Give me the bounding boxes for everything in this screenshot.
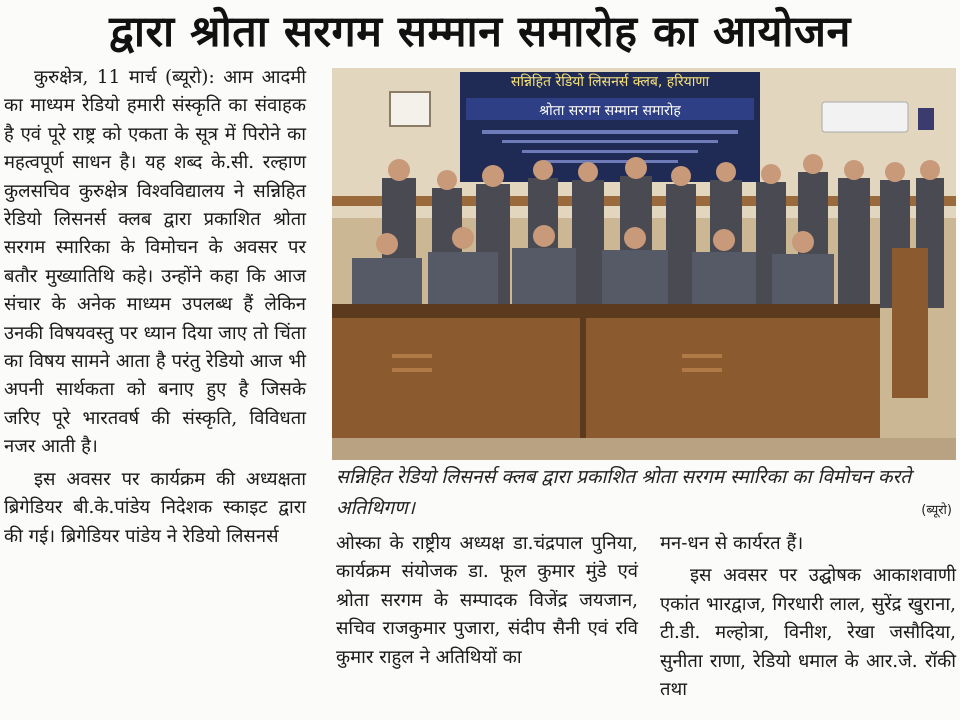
left-paragraph-2: इस अवसर पर कार्यक्रम की अध्यक्षता ब्रिगेडियर बी.के.पांडेय निदेशक स्काइट द्वारा की गई। ब्रिगेडियर पांडेय ने रेडियो लिसनर्स (4, 468, 306, 547)
left-paragraph-1: कुरुक्षेत्र, 11 मार्च (ब्यूरो): आम आदमी का माध्यम रेडियो हमारी संस्कृति का संवाहक है एवं पूरे राष्ट्र को एकता के सूत्र में पिरोने का महत्वपूर्ण साधन है। यह शब्द के.सी. रल्हाण कुलसचिव कुरुक्षेत्र विश्वविद्यालय ने सन्निहित रेडियो लिसनर्स क्लब द्वारा प्रकाशित श्रोता सरगम स्मारिका के विमोचन के अवसर पर बतौर मुख्यातिथि कहे। उन्होंने कहा कि आज संचार के अनेक माध्यम उपलब्ध हैं लेकिन उनकी विषयवस्तु पर ध्यान दिया जाए तो चिंता का विषय सामने आता है परंतु रेडियो आज भी अपनी सार्थकता को बनाए हुए है जिसके जरिए पूरे भारतवर्ष की संस्कृति, विविधता नजर आती है। (4, 67, 306, 458)
middle-column (332, 530, 642, 720)
right-paragraph-2: इस अवसर पर उद्घोषक आकाशवाणी एकांत भारद्वाज, गिरधारी लाल, सुरेंद्र खुराना, टी.डी. मल्होत्रा, विनीश, रेखा जसौदिया, सुनीता राणा, रेडियो धमाल के आर.जे. रॉकी तथा (660, 565, 956, 701)
caption-text: सन्निहित रेडियो लिसनर्स क्लब द्वारा प्रकाशित श्रोता सरगम स्मारिका का विमोचन करते अतिथिगण। (336, 466, 912, 519)
news-photo (332, 68, 956, 460)
middle-paragraph-1: ओस्का के राष्ट्रीय अध्यक्ष डा.चंद्रपाल पुनिया, कार्यक्रम संयोजक डा. फूल कुमार मुंडे एवं श्रोता सरगम के सम्पादक विजेंद्र जयजान, सचिव राजकुमार पुजारा, संदीप सैनी एवं रवि कुमार राहुल ने अतिथियों का (336, 533, 638, 668)
ceremony-photo-illustration (332, 68, 956, 460)
left-column (0, 64, 318, 720)
right-paragraph-1: मन-धन से कार्यरत हैं। (660, 533, 804, 554)
headline: द्वारा श्रोता सरगम सम्मान समारोह का आयोजन (109, 7, 851, 57)
right-column (656, 530, 960, 720)
banner-line-1: सन्निहित रेडियो लिसनर्स क्लब, हरियाणा (510, 74, 710, 90)
caption-credit: (ब्यूरो) (921, 503, 952, 518)
photo-caption (336, 462, 956, 528)
banner-line-2: श्रोता सरगम सम्मान समारोह (539, 103, 681, 119)
